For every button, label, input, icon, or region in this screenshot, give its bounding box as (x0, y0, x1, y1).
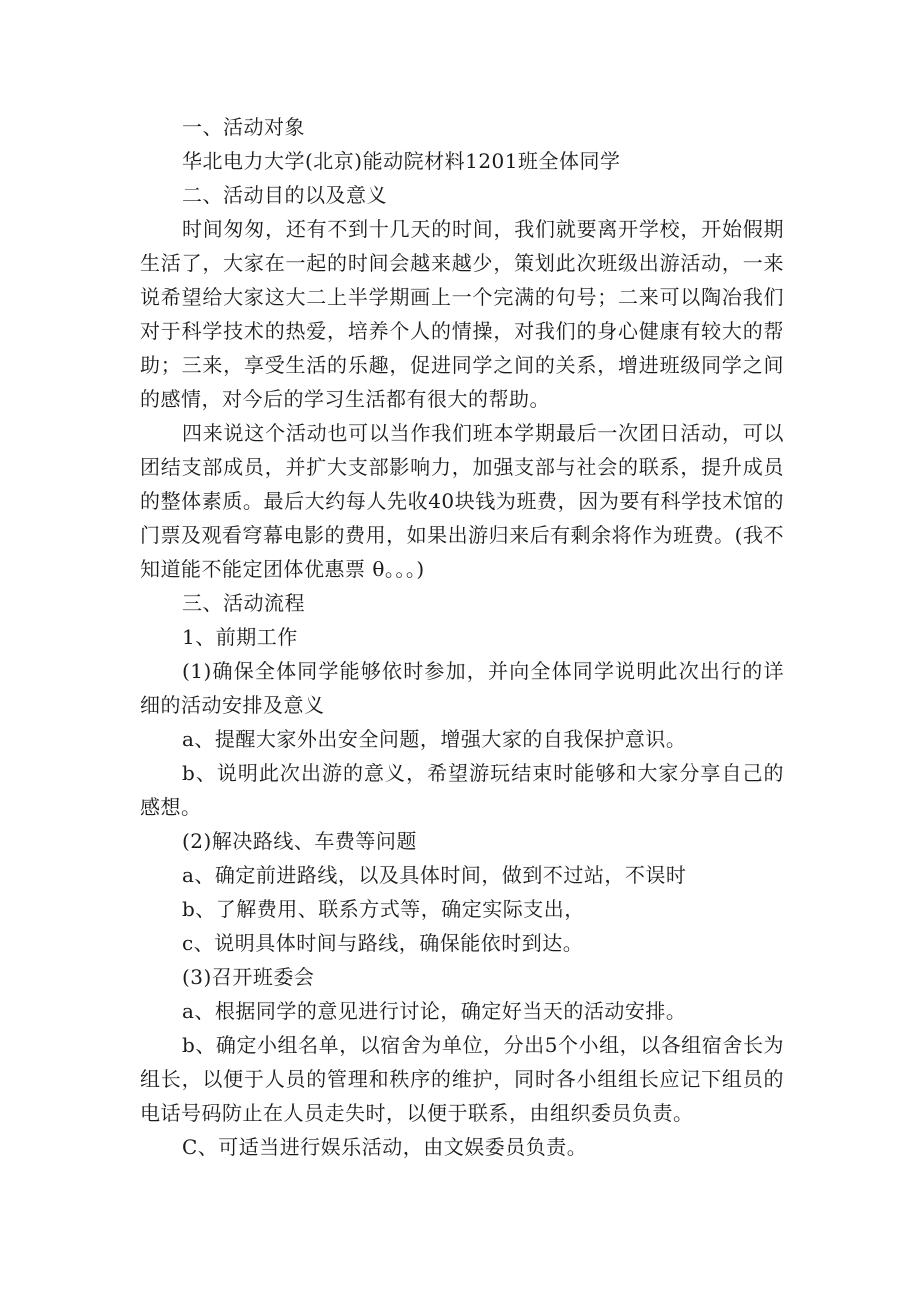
purpose-paragraph-2: 四来说这个活动也可以当作我们班本学期最后一次团日活动，可以团结支部成员，并扩大支部影响力，加强支部与社会的联系，提升成员的整体素质。最后大约每人先收40块钱为班费，因为要有科学技术馆的门票及观看穹幕电影的费用，如果出游归来后有剩余将作为班费。(我不知道能不能定团体优惠票 θ。。。) (140, 421, 784, 581)
item-3c-entertainment: C、可适当进行娱乐活动，由文娱委员负责。 (182, 1135, 588, 1159)
item-1b-meaning: b、说明此次出游的意义，希望游玩结束时能够和大家分享自己的感想。 (140, 761, 784, 819)
item-2-route: (2)解决路线、车费等问题 (182, 829, 417, 853)
item-2c-time: c、说明具体时间与路线，确保能依时到达。 (182, 931, 584, 955)
item-3b-groups: b、确定小组名单，以宿舍为单位，分出5个小组，以各组宿舍长为组长，以便于人员的管理和秩序的维护，同时各小组组长应记下组员的电话号码防止在人员走失时，以便于联系，由组织委员负责。 (140, 1033, 784, 1125)
item-2b-cost: b、了解费用、联系方式等，确定实际支出， (182, 897, 585, 921)
item-3a-discussion: a、根据同学的意见进行讨论，确定好当天的活动安排。 (182, 999, 687, 1023)
item-2a-route: a、确定前进路线，以及具体时间，做到不过站，不误时 (182, 863, 687, 887)
subheading-preparation: 1、前期工作 (182, 625, 298, 649)
section-heading-process: 三、活动流程 (182, 591, 305, 615)
target-participants: 华北电力大学(北京)能动院材料1201班全体同学 (182, 149, 621, 173)
item-3-committee: (3)召开班委会 (182, 965, 315, 989)
section-heading-activity-target: 一、活动对象 (182, 115, 305, 139)
item-1-attendance: (1)确保全体同学能够依时参加，并向全体同学说明此次出行的详细的活动安排及意义 (140, 659, 784, 717)
item-1a-safety: a、提醒大家外出安全问题，增强大家的自我保护意识。 (182, 727, 687, 751)
document-page (140, 110, 784, 1164)
purpose-paragraph-1: 时间匆匆，还有不到十几天的时间，我们就要离开学校，开始假期生活了，大家在一起的时间会越来越少，策划此次班级出游活动，一来说希望给大家这大二上半学期画上一个完满的句号；二来可以陶冶我们对于科学技术的热爱，培养个人的情操，对我们的身心健康有较大的帮助；三来，享受生活的乐趣，促进同学之间的关系，增进班级同学之间的感情，对今后的学习生活都有很大的帮助。 (140, 217, 784, 411)
section-heading-purpose: 二、活动目的以及意义 (182, 183, 387, 207)
